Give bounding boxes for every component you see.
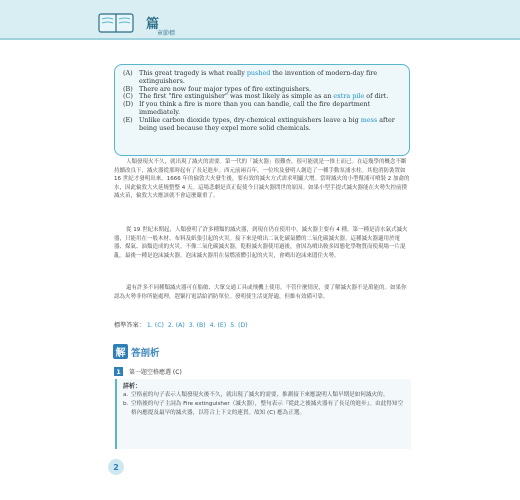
option-label: (E) (123, 115, 133, 124)
answer-item: 4. (E) (209, 322, 227, 329)
section-label: 章節標 (157, 30, 176, 37)
explanation-marker: a. (123, 392, 129, 398)
option-text: Unlike carbon dioxide types, dry-chemical extinguishers leave a big mess after being used because they expel more solid chemicals. (139, 115, 395, 132)
book-icon (98, 10, 134, 34)
answer-item: 2. (A) (167, 322, 185, 329)
analysis-title: 答剖析 (131, 347, 160, 359)
explanation-item (123, 391, 405, 400)
analysis-header (113, 344, 160, 359)
option-label: (B) (123, 84, 133, 93)
explanation-box (115, 379, 411, 449)
header-band (0, 0, 520, 38)
question-number: 1 (114, 367, 123, 376)
passage-paragraph-2: 從 19 世紀末期起，人類發明了許多種類的滅火器，到現在仍在使用中。滅火器主要有 4 種。第一種是清水氣式滅火器，只能用在一般木材、布料及紙張引起的火災。接下來是噴出二氧化碳氣體的二氧化碳滅火器。這種滅火器適用於電器、煤氣、油類造成的火災。不像二氧化碳滅火器，乾粉滅火器使用過後，會因為噴出較多固態化學物質而使現場一片混亂。最後一種是泡沫滅火器。泡沫滅火器用在易燃液體引起的火災，會噴出泡沫來悶住火勢。 (114, 227, 408, 259)
option-e (123, 117, 401, 133)
passage-paragraph-1: 人類發現火不久，就出現了滅火的需要。第一代的「滅火器」很難查，很可能就是一推土而已。在這幾學的概念不斷持續改良下，滅火器從那時起有了長足進步。西元前兩百年，一位埃及發明人創造了一種手動泵浦水柱。其他消防裝置如 16 世紀才發明出來。1666 年的倫敦大火發生後，要有效的滅火方式需求明顯大增。當時滅火的小型幫浦可噴裝 2 加侖的水，因此倫敦大火延燒整整 4 天。這場悲劇是真正促使今日滅火器問世的原因。如果小型手提式滅火器能在火勢失控前撲滅火苗，倫敦大火應該就不會這麼嚴重了。 (114, 159, 410, 200)
question-title: 第一題空格應選 (C) (129, 369, 182, 376)
standard-answers (114, 320, 248, 329)
analysis-badge: 解 (113, 344, 128, 359)
option-text: There are now four major types of fire extinguishers. (139, 84, 312, 93)
option-text: This great tragedy is what really pushed the invention of modern-day fire extinguishers. (139, 69, 378, 85)
option-d (123, 101, 401, 117)
explanation-text: 空格前的句子表示人類發現火後不久，就出現了滅火的需要，推測接下來應說明人類早期是如何滅火的。 (131, 392, 389, 398)
option-label: (C) (123, 92, 133, 101)
highlight-word: extra pile (333, 92, 365, 101)
answer-item: 3. (B) (188, 322, 206, 329)
explanation-marker: b. (123, 401, 129, 407)
explanation-label: 詳析： (123, 383, 142, 390)
answer-item: 1. (C) (146, 322, 164, 329)
highlight-word: mess (360, 115, 378, 124)
option-text: If you think a fire is more than you can handle, call the fire department immediately. (139, 100, 371, 116)
option-a (123, 70, 401, 86)
options-box (114, 64, 410, 156)
page-number: 2 (108, 459, 124, 475)
option-text: The first "fire extinguisher" was most likely as simple as an extra pile of dirt. (139, 92, 389, 101)
answers-label: 標準答案： (114, 322, 145, 329)
section-char: 篇 (146, 17, 160, 32)
explanation-text: 空格後的句子主詞為 Fire extinguisher（滅火器），整句表示『從此之後滅火器有了長足的進步』。由此得知空格內應提及最早的滅火器，以符合上下文的連貫。故知 (C) 應為正選。 (131, 401, 404, 416)
highlight-word: pushed (246, 69, 271, 77)
answer-item: 5. (D) (230, 322, 248, 329)
explanation-item (123, 400, 405, 418)
passage-paragraph-3: 還有許多不同種類滅火器可在船舶、大眾交通工具或飛機上使用。不管什麼情況，要了解滅火器不是萬能的。如果你認為火勢非你所能處理，趕緊打電話給消防單位。發明使生活更舒適，但維有效備可靠。 (114, 285, 407, 300)
option-label: (D) (123, 100, 134, 109)
header-divider (0, 38, 520, 40)
option-label: (A) (123, 69, 133, 77)
